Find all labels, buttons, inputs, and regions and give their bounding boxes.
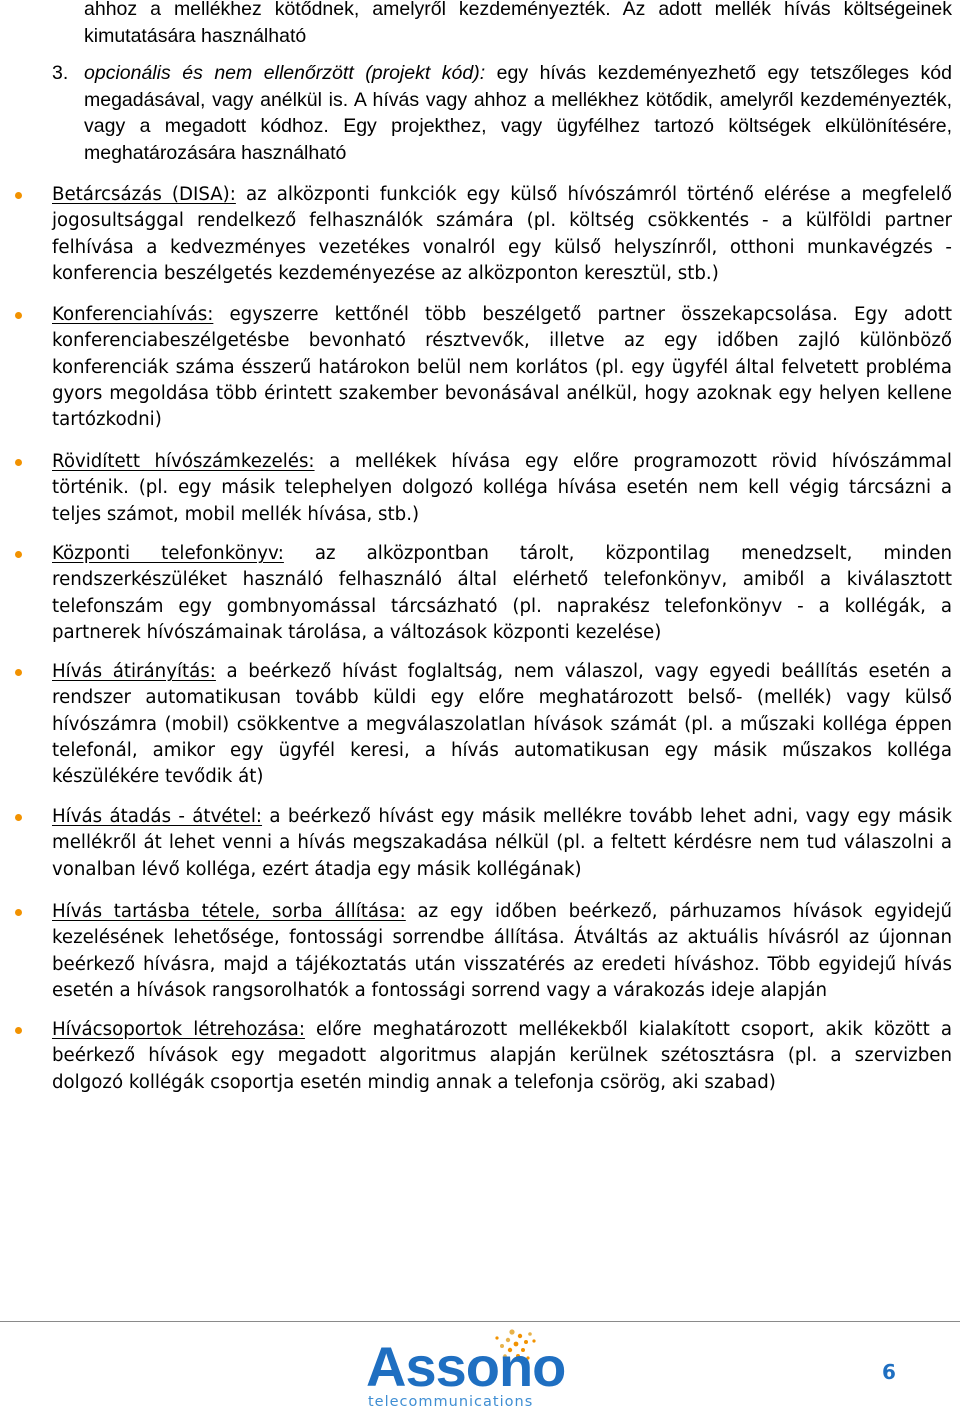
continuation-text: ahhoz a mellékhez kötődnek, amelyről kezdeményezték. Az adott mellék hívás költségeinek kimutatására használható [84, 0, 952, 47]
bullet-dot-icon [15, 459, 22, 466]
logo-dot [509, 1329, 514, 1334]
bullet-dot-icon [15, 669, 22, 676]
bullet-dot-icon [15, 814, 22, 821]
bullet-item [52, 804, 952, 883]
bullet-text: az egy időben beérkező, párhuzamos hívások egyidejű kezelésének lehetősége, fontossági sorrendbe állítása. Átváltás az aktuális hívásról az újonnan beérkező hívásra, majd a tájékoztatás után visszatérés az eredeti híváshoz. Több egyidejű hívás esetén a hívások rangsorolhatók a fontossági sorrend vagy a várakozás ideje alapján [52, 901, 953, 1001]
bullet-text: a beérkező hívást foglaltság, nem válaszol, vagy egyedi beállítás esetén a rendszer automatikusan tovább küldi egy előre meghatározott belső- (mellék) vagy külső hívószámra (mobil) csökkentve a megválaszolatlan hívások számát (pl. a műszaki kolléga éppen telefonál, amikor egy ügyfél keresi, a hívás automatikusan egy másik műszakos kolléga készülékére tevődik át) [52, 661, 952, 788]
bullet-item [52, 541, 952, 646]
numbered-item-body [84, 60, 952, 166]
bullet-dot-icon [15, 909, 22, 916]
list-number: 3. [52, 62, 69, 84]
bullet-term: Központi telefonkönyv: [52, 543, 284, 564]
bullet-term: Hívás tartásba tétele, sorba állítása: [52, 901, 406, 922]
bullet-dot-icon [15, 312, 22, 319]
numbered-item-lead: opcionális és nem ellenőrzött (projekt kód): [84, 62, 486, 84]
bullet-item [52, 302, 952, 433]
bullet-item [52, 182, 952, 287]
bullet-item [52, 1017, 952, 1096]
bullet-term: Konferenciahívás: [52, 304, 214, 325]
bullet-text: az alközpontban tárolt, központilag menedzselt, minden rendszerkészüléket használó felhasználó által elérhető telefonkönyv, amiből a kiválasztott telefonszám egy gombnyomással tárcsázható (pl. naprakész telefonkönyv - a kollégák, a partnerek hívószámainak tárolása, a változások központi kezelése) [52, 543, 952, 643]
page-number: 6 [882, 1360, 896, 1384]
bullet-item [52, 449, 952, 528]
bullet-text: az alközponti funkciók egy külső hívószámról történő elérése a megfelelő jogosultsággal rendelkező felhasználók számára (pl. költség csökkentés - a külföldi partner felhívása a kedvezményes vezetékes vonalról egy külső helyszínről, otthoni munkavégzés - konferencia beszélgetés kezdeményezése az alközponton keresztül, stb.) [52, 184, 952, 284]
bullet-term: Betárcsázás (DISA): [52, 184, 236, 205]
bullet-item [52, 659, 952, 790]
bullet-dot-icon [15, 192, 22, 199]
continuation-paragraph [84, 0, 952, 49]
bullet-text: a beérkező hívást egy másik mellékre tovább lehet adni, vagy egy másik mellékről át lehet venni a hívás megszakadása nélkül (pl. a feltett kérdésre nem tud válaszolni a vonalban lévő kolléga, ezért átadja egy másik kollégának) [52, 806, 952, 880]
assono-logo [362, 1328, 572, 1410]
bullet-item [52, 899, 952, 1004]
logo-wordmark: Assono [366, 1335, 566, 1398]
bullet-text: a mellékek hívása egy előre programozott rövid hívószámmal történik. (pl. egy másik telephelyen dolgozó kolléga hívása esetén nem kell végig tárcsázni a teljes számot, mobil mellék hívása, stb.) [52, 451, 952, 525]
bullet-text: előre meghatározott mellékekből kialakított csoport, akik között a beérkező hívások egy megadott algoritmus alapján kerülnek szétosztásra (pl. a szervizben dolgozó kollégák csoportja esetén mindig annak a telefonja csörög, aki szabad) [52, 1019, 952, 1093]
bullet-dot-icon [15, 1027, 22, 1034]
numbered-item-text: egy hívás kezdeményezhető egy tetszőleges kód megadásával, vagy anélkül is. A hívás vagy ahhoz a mellékhez kötődik, amelyről kezdeményezték, vagy a megadott kódhoz. Egy projekthez, vagy ügyfélhez tartozó költségek elkülönítésére, meghatározására használható [84, 62, 952, 164]
bullet-term: Rövidített hívószámkezelés: [52, 451, 315, 472]
footer-divider [0, 1321, 960, 1322]
bullet-term: Hívás átadás - átvétel: [52, 806, 263, 827]
logo-subtitle: telecommunications [368, 1394, 534, 1410]
bullet-term: Hívás átirányítás: [52, 661, 216, 682]
bullet-text: egyszerre kettőnél több beszélgető partner összekapcsolása. Egy adott konferenciabeszélgetésbe bevonható résztvevők, illetve az egy időben zajló különböző konferenciák száma ésszerű határokon belül nem korlátos (pl. egy ügyfél által felvetett probléma gyors megoldása több érintett szakember bevonásával anélkül, hogy azoknak egy helyen kellene tartózkodni) [52, 304, 952, 431]
bullet-dot-icon [15, 551, 22, 558]
bullet-term: Hívácsoportok létrehozása: [52, 1019, 305, 1040]
